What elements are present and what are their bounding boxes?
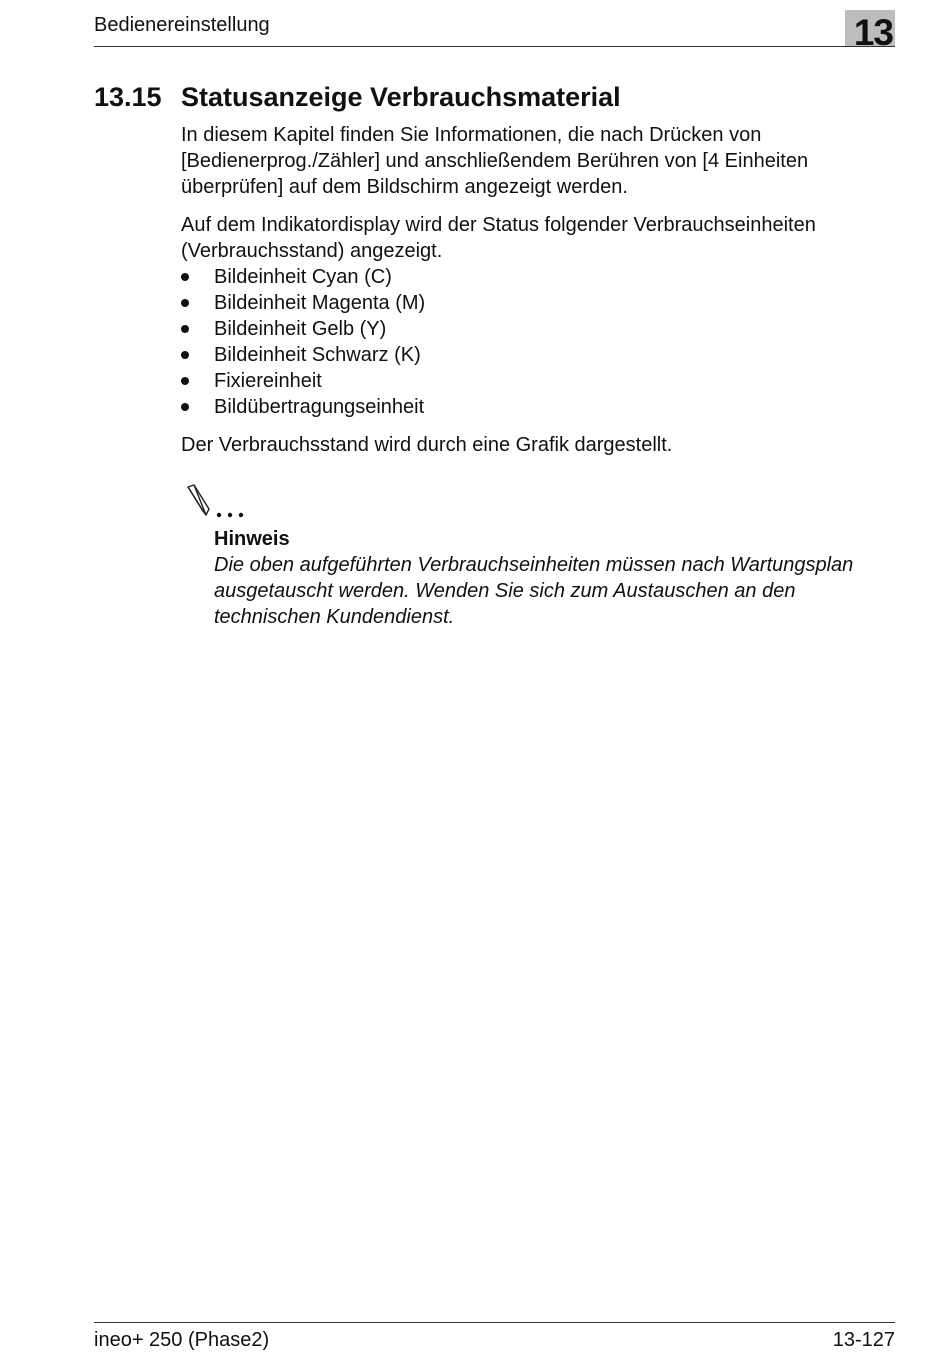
list-item bbox=[181, 368, 881, 394]
section-content bbox=[181, 122, 881, 458]
lead-paragraph bbox=[181, 212, 881, 264]
header-title: Bedienereinstellung bbox=[94, 14, 270, 36]
list-item-label: Bildeinheit Magenta (M) bbox=[214, 292, 426, 314]
intro-paragraph: In diesem Kapitel finden Sie Informationen, die nach Drücken von [Bedienerprog./Zähler] und anschließendem Berühren von [4 Einheiten überprüfen] auf dem Bildschirm angezeigt werden. bbox=[181, 124, 809, 198]
list-item-label: Fixiereinheit bbox=[214, 370, 322, 392]
page-footer bbox=[94, 1322, 895, 1361]
section-title: Statusanzeige Verbrauchsmaterial bbox=[181, 82, 621, 112]
chapter-number: 13 bbox=[853, 12, 893, 53]
bullet-icon bbox=[181, 377, 189, 385]
consumables-list bbox=[181, 264, 881, 420]
lead-line-1: Auf dem Indikatordisplay wird der Status folgender Verbrauchseinheiten bbox=[181, 214, 816, 236]
section-heading bbox=[94, 80, 621, 114]
list-item-label: Bildübertragungseinheit bbox=[214, 396, 425, 418]
pencil-note-icon bbox=[182, 484, 252, 520]
page-header bbox=[94, 0, 895, 53]
summary-paragraph: Der Verbrauchsstand wird durch eine Grafik dargestellt. bbox=[181, 434, 673, 456]
list-item bbox=[181, 264, 881, 290]
list-item-label: Bildeinheit Schwarz (K) bbox=[214, 344, 421, 366]
bullet-icon bbox=[181, 403, 189, 411]
bullet-icon bbox=[181, 299, 189, 307]
list-item bbox=[181, 342, 881, 368]
list-item-label: Bildeinheit Cyan (C) bbox=[214, 266, 392, 288]
note-box bbox=[214, 526, 904, 630]
bullet-icon bbox=[181, 351, 189, 359]
footer-product: ineo+ 250 (Phase2) bbox=[94, 1329, 270, 1351]
list-item bbox=[181, 290, 881, 316]
bullet-icon bbox=[181, 325, 189, 333]
list-item bbox=[181, 316, 881, 342]
page-number: 13-127 bbox=[832, 1329, 895, 1351]
list-item bbox=[181, 394, 881, 420]
note-text: Die oben aufgeführten Verbrauchseinheiten müssen nach Wartungsplan ausgetauscht werden. Wenden Sie sich zum Austauschen an den technischen Kundendienst. bbox=[214, 554, 854, 628]
list-item-label: Bildeinheit Gelb (Y) bbox=[214, 318, 387, 340]
bullet-icon bbox=[181, 273, 189, 281]
lead-line-2: (Verbrauchsstand) angezeigt. bbox=[181, 240, 443, 262]
section-number: 13.15 bbox=[94, 82, 162, 112]
note-label: Hinweis bbox=[214, 528, 290, 550]
